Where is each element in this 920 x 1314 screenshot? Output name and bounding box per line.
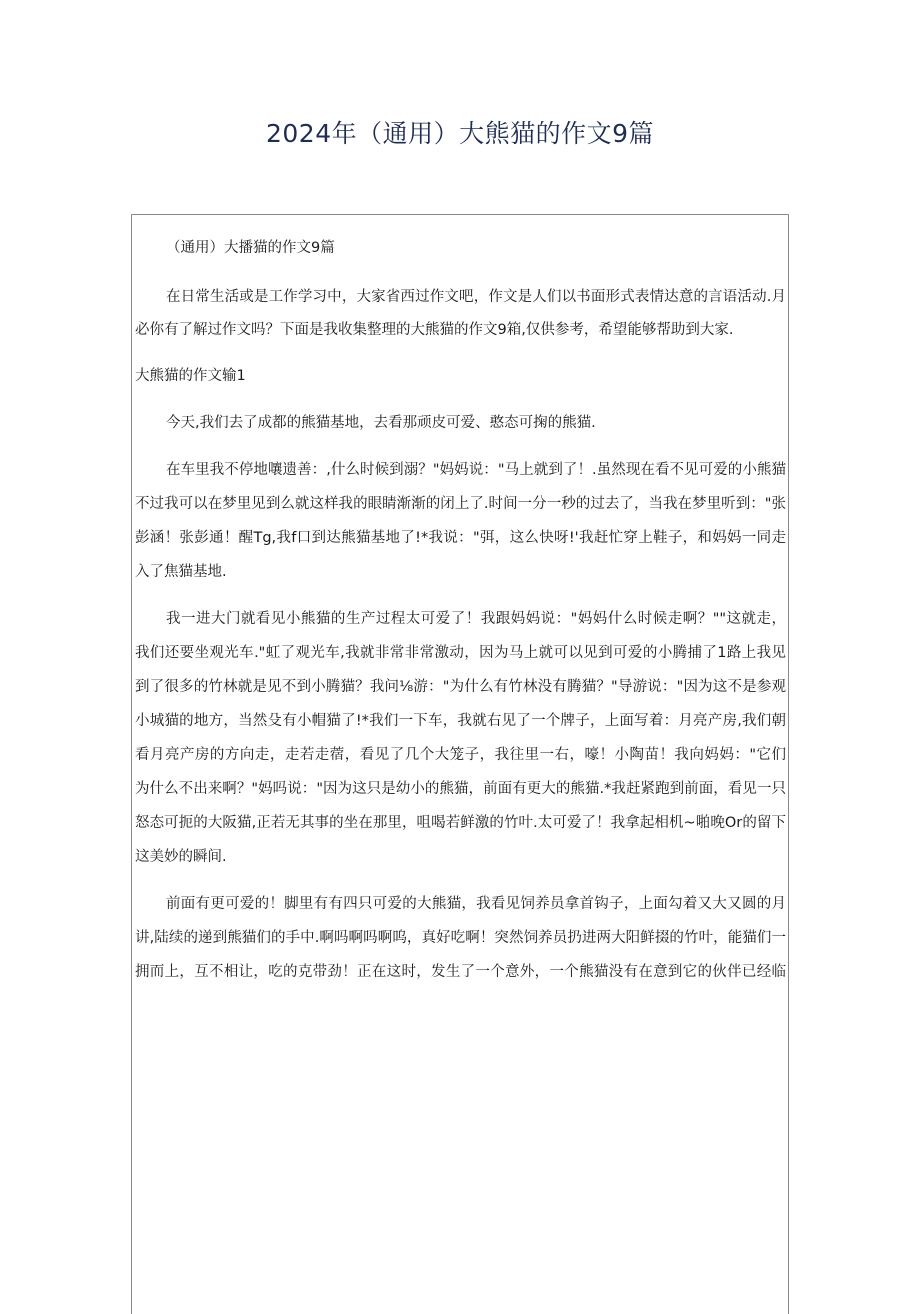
intro-line: 必你有了解过作文吗？下面是我收集整理的大熊猫的作文9箱,仅供参考，希望能够帮助到大家. (135, 322, 734, 338)
paragraph-line: 讲,陆续的递到熊猫们的手中.啊吗啊吗啊呜，真好吃啊！突然饲养员扔进两大阳鲜掇的竹叶，能猫们一 (135, 930, 786, 946)
paragraph-line: 为什么不出来啊？"妈吗说："因为这只是幼小的熊猫，前面有更大的熊猫.*我赶紧跑到前面，看见一只 (135, 781, 786, 797)
content-box (131, 214, 789, 1314)
paragraph-line: 今天,我们去了成都的熊猫基地，去看那顽皮可爱、憨态可掬的熊猫. (166, 415, 596, 431)
paragraph-line: 小城猫的地方，当然殳有小帽猫了!*我们一下车，我就右见了一个牌子，上面写着：月亮产房,我们朝 (135, 713, 786, 729)
paragraph-line: 入了焦猫基地. (135, 564, 227, 580)
document-title: 2024年（通用）大熊猫的作文9篇 (265, 119, 655, 148)
paragraph-line: 我们还要坐观光车."虹了观光车,我就非常非常激动，因为马上就可以见到可爱的小腾捕了1路上我见 (135, 645, 786, 661)
paragraph-line: 不过我可以在梦里见到么就这样我的眼睛渐渐的闭上了.时间一分一秒的过去了，当我在梦里听到："张 (135, 496, 786, 512)
paragraph-line: 这美妙的瞬间. (135, 849, 227, 865)
paragraph-line: 看月亮产房的方向走，走若走蓿，看见了几个大笼子，我往里一右，嚎！小陶苗！我向妈妈："它们 (135, 747, 786, 763)
paragraph-line: 怒态可扼的大阪猫,正若无其事的坐在那里，咀喝若鲜激的竹叶.太可爱了！我拿起相机~啪晚Or的留下 (135, 815, 786, 831)
intro-line: 在日常生活或是工作学习中，大家省西过作文吧，作文是人们以书面形式表情达意的言语活动.月 (166, 289, 786, 305)
paragraph-line: 彭涵！张彭通！醒Tg,我f口到达熊猫基地了!*我说："弭，这么快呀!'我赶忙穿上鞋子，和妈妈一同走 (135, 530, 786, 546)
paragraph-line: 我一进大门就看见小熊猫的生产过程太可爱了！我跟妈妈说："妈妈什么时候走啊？""这就走， (166, 611, 786, 627)
subtitle: （通用）大播猫的作文9篇 (166, 240, 335, 256)
paragraph-line: 到了很多的竹林就是见不到小腾猫？我问⅛游："为什么有竹林没有腾猫？"导游说："因为这不是参观 (135, 679, 786, 695)
paragraph-line: 在车里我不停地嚷遗善：,什么时候到溺？"妈妈说："马上就到了！.虽然现在看不见可爱的小熊猫 (166, 462, 786, 478)
section-heading: 大熊猫的作文输1 (135, 368, 246, 384)
paragraph-line: 拥而上，互不相让，吃的克带劲！正在这时，发生了一个意外，一个熊猫没有在意到它的伙伴已经临 (135, 964, 786, 980)
paragraph-line: 前面有更可爱的！脚里有有四只可爱的大熊猫，我看见饲养员拿首钩子，上面勾着又大又圆的月 (166, 896, 786, 912)
